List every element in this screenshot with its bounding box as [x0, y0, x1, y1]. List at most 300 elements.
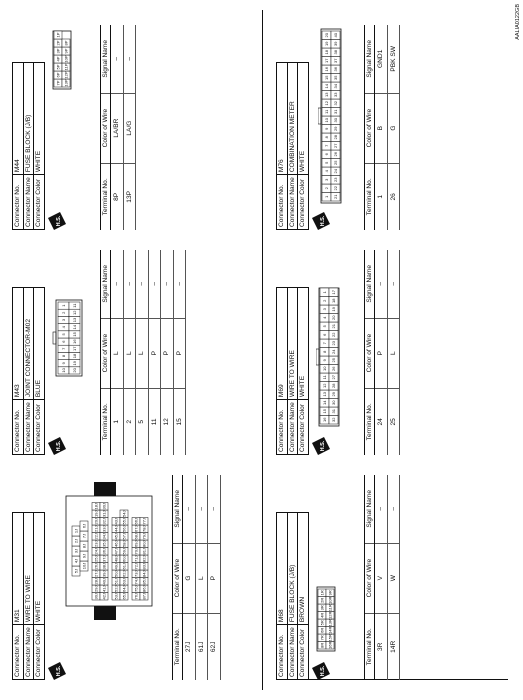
- pin-label: 41J: [101, 585, 107, 592]
- pin-label: 10R: [327, 596, 333, 604]
- signal-name: –: [173, 250, 186, 318]
- pin-label: 27J: [93, 570, 99, 577]
- col-color-of-wire: Color of Wire: [173, 543, 183, 613]
- pin-label: 26: [332, 152, 338, 157]
- pin-label: 8R: [319, 642, 325, 648]
- wire-color: P: [161, 318, 174, 388]
- pin-label: 23: [330, 341, 336, 346]
- col-terminal-no: Terminal No.: [365, 613, 375, 680]
- connector-color-value: BROWN: [298, 513, 309, 625]
- pin-label: 31: [330, 409, 336, 414]
- pin-label: 49J: [113, 563, 119, 570]
- signal-name: –: [387, 475, 400, 543]
- pin-label: 51J: [113, 578, 119, 585]
- connector-name-label: Connector Name: [23, 400, 34, 455]
- connector-color-label: Connector Color: [34, 625, 45, 680]
- table-row: [375, 475, 388, 680]
- col-terminal-no: Terminal No.: [365, 163, 375, 230]
- pin-label: 27: [330, 375, 336, 380]
- pin-label: 18: [323, 50, 329, 55]
- wire-color: P: [375, 318, 388, 388]
- wire-color: P: [208, 543, 221, 613]
- pin-label: 25: [330, 358, 336, 363]
- pin-label: 18: [330, 298, 336, 303]
- pin-label: 59J: [121, 548, 127, 555]
- connector-color-label: Connector Color: [298, 175, 309, 230]
- pin-label: 57J: [121, 533, 127, 540]
- col-signal-name: Signal Name: [365, 25, 375, 93]
- pin-label: 3: [60, 318, 66, 322]
- col-terminal-no: Terminal No.: [101, 163, 111, 230]
- table-row: [387, 25, 400, 230]
- terminal-no: 2: [123, 388, 136, 455]
- pin-label: 14: [323, 84, 329, 89]
- pin-label: 17: [323, 58, 329, 63]
- signal-name: –: [208, 475, 221, 543]
- pin-label: 17: [71, 346, 77, 352]
- wire-color: G: [183, 543, 196, 613]
- pin-label: 67J: [133, 525, 139, 532]
- connector-color-value: WHITE: [298, 63, 309, 175]
- pin-label: 75J: [133, 585, 139, 592]
- signal-name: GND1: [375, 25, 388, 93]
- pin-label: 38J: [101, 563, 107, 570]
- pin-label: 20J: [93, 518, 99, 525]
- col-terminal-no: Terminal No.: [101, 388, 111, 455]
- pin-label: 31J: [101, 510, 107, 517]
- connector-header: [276, 287, 309, 455]
- col-color-of-wire: Color of Wire: [101, 318, 111, 388]
- pin-label: 73J: [133, 570, 139, 577]
- pin-label: 2J: [73, 538, 79, 544]
- pin-label: 33: [332, 92, 338, 97]
- col-signal-name: Signal Name: [101, 250, 111, 318]
- pin-label: 38: [332, 50, 338, 55]
- pin-label: 12R: [327, 611, 333, 619]
- pin-label: 77J: [141, 518, 147, 525]
- hs-label: H.S.: [56, 215, 62, 227]
- connector-panel-m43: [12, 250, 242, 455]
- terminal-table: [364, 25, 400, 230]
- connector-no-label: Connector No.: [13, 625, 24, 680]
- pin-label: 22: [330, 332, 336, 337]
- signal-name: –: [111, 250, 124, 318]
- pin-label: 34: [332, 84, 338, 89]
- pin-label: 82J: [141, 555, 147, 562]
- pin-label: 32: [330, 417, 336, 422]
- pin-label: 24: [332, 169, 338, 174]
- connector-no-label: Connector No.: [277, 625, 288, 680]
- pin-label: 26J: [93, 563, 99, 570]
- connector-name-label: Connector Name: [23, 175, 34, 230]
- table-row: [148, 250, 161, 455]
- pin-label: 21J: [93, 525, 99, 532]
- connector-no-label: Connector No.: [277, 400, 288, 455]
- signal-name: –: [123, 25, 136, 93]
- connector-no-value: M76: [277, 63, 288, 175]
- col-terminal-no: Terminal No.: [173, 613, 183, 680]
- pin-label: 11P: [63, 63, 69, 71]
- wire-color: P: [173, 318, 186, 388]
- pin-label: 13: [323, 92, 329, 97]
- pin-label: 18: [71, 353, 77, 359]
- connector-header: [12, 62, 45, 230]
- table-row: [136, 250, 149, 455]
- pin-label: 9: [321, 359, 327, 362]
- pin-label: 4P: [55, 56, 61, 62]
- wire-color: B: [375, 93, 388, 163]
- connector-name-label: Connector Name: [287, 175, 298, 230]
- connector-name-label: Connector Name: [23, 625, 34, 680]
- pin-label: 43J: [113, 518, 119, 525]
- connector-m44-face-diagram: [52, 30, 72, 90]
- signal-name: –: [148, 250, 161, 318]
- pin-label: 76J: [133, 593, 139, 600]
- terminal-no: 1: [375, 163, 388, 230]
- pin-label: 36J: [101, 548, 107, 555]
- table-row: [173, 250, 186, 455]
- hs-icon: [48, 437, 66, 455]
- pin-label: 7: [323, 144, 329, 147]
- pin-label: 50J: [113, 570, 119, 577]
- pin-label: 9P: [63, 48, 69, 54]
- pin-label: 12P: [63, 71, 69, 79]
- pin-label: 21: [332, 194, 338, 199]
- pin-label: 16R: [327, 641, 333, 649]
- connector-header: [276, 62, 309, 230]
- pin-label: 19: [323, 41, 329, 46]
- pin-label: 8: [321, 350, 327, 353]
- connector-header: [12, 287, 45, 455]
- pin-label: 20: [330, 315, 336, 320]
- connector-name-value: COMBINATION METER: [287, 63, 298, 175]
- pin-label: 34J: [101, 533, 107, 540]
- pin-label: 83J: [141, 563, 147, 570]
- hs-label: H.S.: [56, 440, 62, 452]
- pin-label: 69J: [133, 540, 139, 547]
- pin-label: 56J: [121, 525, 127, 532]
- connector-panel-m44: [12, 25, 242, 230]
- pin-label: 23J: [93, 540, 99, 547]
- connector-m69-face-diagram: [316, 287, 342, 427]
- pin-label: 3: [321, 308, 327, 311]
- pin-label: 11: [71, 303, 77, 308]
- pin-label: 40J: [101, 578, 107, 585]
- terminal-no: 61J: [195, 613, 208, 680]
- col-signal-name: Signal Name: [101, 25, 111, 93]
- table-row: [123, 25, 136, 230]
- pin-label: 8J: [81, 543, 87, 549]
- pin-label: 26: [330, 366, 336, 371]
- pin-label: 7J: [81, 533, 87, 539]
- pin-label: 1: [321, 291, 327, 294]
- terminal-no: 25: [387, 388, 400, 455]
- pin-label: 39J: [101, 570, 107, 577]
- hs-icon: [312, 212, 330, 230]
- pin-label: 30: [332, 118, 338, 123]
- pin-label: 72J: [133, 563, 139, 570]
- pin-label: 8: [323, 136, 329, 139]
- pin-label: 20: [323, 33, 329, 38]
- pin-label: 71J: [133, 555, 139, 562]
- pin-label: 61J: [121, 563, 127, 570]
- pin-label: 60J: [121, 555, 127, 562]
- pin-label: 22J: [93, 533, 99, 540]
- horizontal-separator: [262, 10, 263, 690]
- terminal-table: [172, 475, 221, 680]
- connector-name-value: FUSE BLOCK (J/B): [23, 63, 34, 175]
- pin-label: 48J: [113, 555, 119, 562]
- pin-label: 54J: [121, 510, 127, 517]
- wire-color: V: [375, 543, 388, 613]
- pin-label: 28J: [93, 578, 99, 585]
- pin-label: 14: [321, 400, 327, 405]
- pin-label: 12: [71, 310, 77, 316]
- connector-color-label: Connector Color: [298, 400, 309, 455]
- figure-code: AALIA0122GB: [515, 4, 521, 40]
- terminal-table: [364, 475, 400, 680]
- connector-m76-face-diagram: [318, 28, 344, 204]
- pin-label: 5P: [55, 64, 61, 70]
- wire-color: L: [123, 318, 136, 388]
- signal-name: –: [375, 475, 388, 543]
- connector-color-value: BLUE: [34, 288, 45, 400]
- pin-label: 1J: [73, 528, 79, 534]
- pin-label: 53J: [113, 593, 119, 600]
- pin-label: 45J: [113, 533, 119, 540]
- connector-no-value: M31: [13, 513, 24, 625]
- pin-label: 1R: [319, 590, 325, 596]
- signal-name: PBK SW: [387, 25, 400, 93]
- connector-panel-m31: [12, 475, 242, 680]
- table-row: [111, 250, 124, 455]
- pin-label: 7: [60, 347, 66, 350]
- pin-label: 27: [332, 143, 338, 148]
- wire-color: L: [111, 318, 124, 388]
- hs-label: H.S.: [320, 665, 326, 677]
- pin-label: 52J: [113, 585, 119, 592]
- col-terminal-no: Terminal No.: [365, 388, 375, 455]
- connector-color-value: WHITE: [34, 63, 45, 175]
- pin-label: 46J: [113, 540, 119, 547]
- pin-label: 10J: [81, 562, 87, 570]
- pin-label: 18J: [93, 503, 99, 510]
- pin-label: 37J: [101, 555, 107, 562]
- terminal-no: 1: [111, 388, 124, 455]
- terminal-no: 5: [136, 388, 149, 455]
- signal-name: –: [375, 250, 388, 318]
- pin-label: 4: [323, 170, 329, 173]
- col-signal-name: Signal Name: [365, 250, 375, 318]
- pin-label: 10P: [63, 55, 69, 63]
- signal-name: –: [195, 475, 208, 543]
- pin-label: 1P: [55, 32, 61, 38]
- pin-label: 9J: [81, 553, 87, 559]
- pin-label: 40: [332, 33, 338, 38]
- pin-label: 42J: [101, 593, 107, 600]
- pin-label: 5: [60, 333, 66, 336]
- pin-label: 86J: [141, 585, 147, 592]
- pin-label: 2R: [319, 597, 325, 603]
- col-color-of-wire: Color of Wire: [365, 93, 375, 163]
- pin-label: 78J: [141, 525, 147, 532]
- terminal-no: 27J: [183, 613, 196, 680]
- pin-label: 2: [323, 187, 329, 190]
- terminal-table: [100, 250, 186, 455]
- pin-label: 6: [321, 333, 327, 336]
- pin-label: 44J: [113, 525, 119, 532]
- connector-m43-face-diagram: [52, 295, 86, 380]
- pin-label: 19: [71, 360, 77, 366]
- table-row: [208, 475, 221, 680]
- wire-color: G: [387, 93, 400, 163]
- pin-label: 30J: [93, 593, 99, 600]
- connector-no-value: M68: [277, 513, 288, 625]
- terminal-no: 3R: [375, 613, 388, 680]
- connector-color-label: Connector Color: [34, 400, 45, 455]
- pin-label: 13P: [63, 79, 69, 87]
- pin-label: 25: [332, 160, 338, 165]
- pin-label: 85J: [141, 578, 147, 585]
- pin-label: 29: [330, 392, 336, 397]
- pin-label: 24J: [93, 548, 99, 555]
- connector-no-value: M69: [277, 288, 288, 400]
- connector-color-value: WHITE: [298, 288, 309, 400]
- pin-label: 63J: [121, 578, 127, 585]
- hs-icon: [48, 212, 66, 230]
- pin-label: 2: [60, 311, 66, 314]
- table-row: [375, 25, 388, 230]
- signal-name: –: [387, 250, 400, 318]
- pin-label: 70J: [133, 548, 139, 555]
- pin-label: 20: [71, 368, 77, 373]
- pin-label: 74J: [133, 578, 139, 585]
- connector-panel-m68: [276, 475, 506, 680]
- connector-name-label: Connector Name: [287, 400, 298, 455]
- wire-color: LA/G: [123, 93, 136, 163]
- pin-label: 37: [332, 58, 338, 63]
- pin-label: 9R: [327, 590, 333, 596]
- pin-label: 9: [323, 127, 329, 130]
- terminal-no: 26: [387, 163, 400, 230]
- col-color-of-wire: Color of Wire: [365, 543, 375, 613]
- table-row: [387, 250, 400, 455]
- pin-label: 3J: [73, 548, 79, 554]
- pin-label: 29J: [93, 585, 99, 592]
- pin-label: 11: [323, 109, 329, 114]
- pin-label: 81J: [141, 548, 147, 555]
- terminal-no: 15: [173, 388, 186, 455]
- connector-name-value: WIRE TO WIRE: [287, 288, 298, 400]
- pin-label: 2P: [55, 40, 61, 46]
- pin-label: 7R: [319, 635, 325, 641]
- terminal-no: 24: [375, 388, 388, 455]
- pin-label: 14R: [327, 626, 333, 634]
- pin-label: 65J: [121, 593, 127, 600]
- signal-name: –: [136, 250, 149, 318]
- pin-label: 5: [323, 161, 329, 164]
- pin-label: 68J: [133, 533, 139, 540]
- pin-label: 3R: [319, 605, 325, 611]
- pin-label: 6: [60, 340, 66, 343]
- table-row: [111, 25, 124, 230]
- terminal-no: 13P: [123, 163, 136, 230]
- pin-label: 30: [330, 400, 336, 405]
- wire-color: L: [387, 318, 400, 388]
- terminal-no: 62J: [208, 613, 221, 680]
- terminal-no: 14R: [387, 613, 400, 680]
- connector-m68-face-diagram: [316, 586, 336, 652]
- pin-label: 47J: [113, 548, 119, 555]
- signal-name: –: [111, 25, 124, 93]
- signal-name: –: [183, 475, 196, 543]
- pin-label: 9: [60, 362, 66, 365]
- pin-label: 32: [332, 101, 338, 106]
- table-row: [161, 250, 174, 455]
- pin-label: 28: [332, 135, 338, 140]
- connector-panel-m69: [276, 250, 506, 455]
- pin-label: 15: [323, 75, 329, 80]
- pin-label: 5: [321, 325, 327, 328]
- pin-label: 35: [332, 75, 338, 80]
- pin-label: 80J: [141, 540, 147, 547]
- table-row: [387, 475, 400, 680]
- pin-label: 19J: [93, 510, 99, 517]
- signal-name: –: [161, 250, 174, 318]
- pin-label: 58J: [121, 540, 127, 547]
- connector-no-label: Connector No.: [13, 175, 24, 230]
- terminal-no: 12: [161, 388, 174, 455]
- pin-label: 13: [71, 317, 77, 323]
- terminal-table: [100, 25, 136, 230]
- pin-label: 13R: [327, 619, 333, 627]
- pin-label: 10: [60, 368, 66, 373]
- pin-label: 32J: [101, 518, 107, 525]
- pin-label: 64J: [121, 585, 127, 592]
- pin-label: 84J: [141, 570, 147, 577]
- connector-color-value: WHITE: [34, 513, 45, 625]
- pin-label: 6R: [319, 627, 325, 633]
- wire-color: W: [387, 543, 400, 613]
- connector-name-label: Connector Name: [287, 625, 298, 680]
- pin-label: 15: [71, 332, 77, 337]
- pin-label: 17: [330, 290, 336, 295]
- wire-color: P: [148, 318, 161, 388]
- hs-icon: [312, 662, 330, 680]
- signal-name: –: [123, 250, 136, 318]
- terminal-table: [364, 250, 400, 455]
- pin-label: 13: [321, 392, 327, 397]
- hs-icon: [48, 662, 66, 680]
- pin-label: 12: [323, 101, 329, 106]
- pin-label: 39: [332, 41, 338, 46]
- pin-label: 10: [323, 118, 329, 123]
- connector-name-value: WIRE TO WIRE: [23, 513, 34, 625]
- pin-label: 8P: [63, 40, 69, 46]
- terminal-no: 11: [148, 388, 161, 455]
- col-signal-name: Signal Name: [365, 475, 375, 543]
- pin-label: 7P: [55, 80, 61, 86]
- table-row: [123, 250, 136, 455]
- pin-label: 62J: [121, 570, 127, 577]
- pin-label: 8: [60, 354, 66, 358]
- pin-label: 33J: [101, 525, 107, 532]
- pin-label: 4: [60, 326, 66, 329]
- connector-color-label: Connector Color: [298, 625, 309, 680]
- connector-name-value: JOINT CONNECTOR-M02: [23, 288, 34, 400]
- pin-label: 21: [330, 324, 336, 329]
- wire-color: L: [136, 318, 149, 388]
